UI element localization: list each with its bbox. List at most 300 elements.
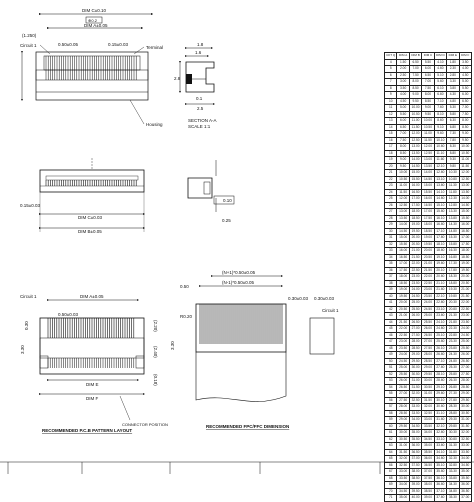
dimension-table — [384, 52, 472, 502]
front-dim-b: DIM B±0.05 — [78, 229, 102, 234]
table-cell: 24.00 — [459, 326, 471, 333]
table-cell: 23.00 — [409, 274, 421, 281]
table-cell: 2.00 — [397, 66, 409, 73]
table-cell: 40.00 — [409, 495, 421, 502]
table-cell: 17.50 — [397, 267, 409, 274]
table-cell: 17.00 — [422, 209, 434, 216]
table-cell: 13.10 — [434, 176, 446, 183]
table-cell: 35.00 — [459, 469, 471, 476]
table-cell: 27.50 — [409, 332, 421, 339]
table-cell: 10.00 — [422, 118, 434, 125]
table-cell: 15.00 — [397, 235, 409, 242]
table-cell: 26 — [385, 202, 397, 209]
table-cell: 39 — [385, 287, 397, 294]
table-cell: 19.50 — [409, 228, 421, 235]
pcb-w2: (2.20) — [153, 320, 158, 332]
table-cell: 13.00 — [422, 157, 434, 164]
table-cell: 19.50 — [459, 267, 471, 274]
table-cell: 34.00 — [397, 482, 409, 489]
table-cell: 20.00 — [459, 274, 471, 281]
table-cell: 19.00 — [422, 235, 434, 242]
table-cell: 8.10 — [434, 111, 446, 118]
table-cell: 1.50 — [397, 59, 409, 66]
table-cell: 12.50 — [397, 202, 409, 209]
table-cell: 4.00 — [397, 92, 409, 99]
table-cell: 30.50 — [409, 371, 421, 378]
table-cell: 27.50 — [397, 397, 409, 404]
table-cell: 25.50 — [397, 371, 409, 378]
table-cell: 24.50 — [409, 293, 421, 300]
section-d2: 1.6 — [195, 50, 202, 55]
table-cell: 27.00 — [422, 339, 434, 346]
table-cell: 8.00 — [409, 79, 421, 86]
table-cell: 37.00 — [422, 469, 434, 476]
table-cell: 29.80 — [447, 423, 459, 430]
table-cell: 17.50 — [422, 215, 434, 222]
table-cell: 18.50 — [397, 280, 409, 287]
table-cell: 12.10 — [434, 163, 446, 170]
table-cell: 24.10 — [434, 319, 446, 326]
table-cell: 33.00 — [459, 443, 471, 450]
table-cell: 14 — [385, 124, 397, 131]
table-cell: 5 — [385, 66, 397, 73]
table-cell: 37.00 — [409, 456, 421, 463]
table-cell: 16 — [385, 137, 397, 144]
table-cell: 31.00 — [422, 391, 434, 398]
table-cell: 34.50 — [459, 462, 471, 469]
table-cell: 4.10 — [434, 59, 446, 66]
table-cell: 33.60 — [434, 443, 446, 450]
table-cell: 25.50 — [409, 306, 421, 313]
table-cell: 28.00 — [397, 404, 409, 411]
table-cell: 20.00 — [422, 248, 434, 255]
table-cell: 15.50 — [409, 176, 421, 183]
table-cell: 7.50 — [422, 85, 434, 92]
table-cell: 6.10 — [434, 85, 446, 92]
table-cell: 40 — [385, 293, 397, 300]
table-cell: 36.10 — [434, 475, 446, 482]
table-cell: 35.00 — [422, 443, 434, 450]
table-cell: 11.00 — [409, 118, 421, 125]
table-cell: 29.00 — [422, 365, 434, 372]
table-cell: 15.80 — [447, 241, 459, 248]
housing-label: Housing — [146, 122, 163, 127]
table-cell: 29.10 — [434, 384, 446, 391]
table-header-cell: DIM F — [459, 53, 471, 60]
fpc-left1: 0.50 — [180, 284, 189, 289]
table-cell: 34.00 — [459, 456, 471, 463]
table-cell: 13.30 — [447, 209, 459, 216]
table-cell: 17.60 — [434, 235, 446, 242]
table-cell: 5.50 — [459, 85, 471, 92]
table-cell: 11.00 — [397, 183, 409, 190]
table-cell: 28.50 — [409, 345, 421, 352]
table-cell: 21.10 — [434, 280, 446, 287]
table-cell: 16.60 — [434, 222, 446, 229]
table-cell: 9.60 — [434, 131, 446, 138]
table-cell: 9.00 — [422, 105, 434, 112]
table-cell: 31 — [385, 235, 397, 242]
table-cell: 7.00 — [422, 79, 434, 86]
table-cell: 22.00 — [397, 326, 409, 333]
table-cell: 2.50 — [397, 72, 409, 79]
table-cell: 5.30 — [447, 105, 459, 112]
table-cell: 7.50 — [409, 72, 421, 79]
table-cell: 36.60 — [434, 482, 446, 489]
table-cell: 39.00 — [422, 495, 434, 502]
table-cell: 31.80 — [447, 449, 459, 456]
table-cell: 18.50 — [409, 215, 421, 222]
table-cell: 28.00 — [459, 378, 471, 385]
table-cell: 56 — [385, 397, 397, 404]
table-cell: 37.50 — [422, 475, 434, 482]
table-cell: 30.50 — [397, 436, 409, 443]
table-cell: 19.50 — [397, 293, 409, 300]
table-cell: 47 — [385, 339, 397, 346]
table-cell: 16.50 — [422, 202, 434, 209]
table-cell: 22.00 — [422, 274, 434, 281]
table-cell: 6.00 — [459, 92, 471, 99]
table-cell: 31.50 — [409, 384, 421, 391]
table-header-cell: DIM E — [447, 53, 459, 60]
table-cell: 9.50 — [409, 98, 421, 105]
table-cell: 9 — [385, 92, 397, 99]
table-cell: 19.80 — [447, 293, 459, 300]
fpc-right2: 0.30±0.03 — [314, 296, 334, 301]
table-header-cell: CKT Q — [386, 53, 396, 58]
table-cell: 5.00 — [397, 105, 409, 112]
table-cell: 9.00 — [397, 157, 409, 164]
table-cell: 3.50 — [459, 59, 471, 66]
table-cell: 34.50 — [422, 436, 434, 443]
table-cell: 25.60 — [434, 339, 446, 346]
table-cell: 32.80 — [447, 462, 459, 469]
table-cell: 19.00 — [459, 261, 471, 268]
table-cell: 25.00 — [422, 313, 434, 320]
table-cell: 53 — [385, 378, 397, 385]
table-cell: 17.00 — [459, 235, 471, 242]
section-scale: SCALE 1:1 — [188, 124, 211, 129]
table-cell: 15.30 — [447, 235, 459, 242]
section-d4: 0.1 — [196, 96, 203, 101]
table-cell: 36.50 — [459, 488, 471, 495]
table-cell: 11.30 — [447, 183, 459, 190]
table-cell: 22 — [385, 176, 397, 183]
table-cell: 32.50 — [459, 436, 471, 443]
side-d1: 0.25 — [222, 218, 231, 223]
table-cell: 28.80 — [447, 410, 459, 417]
table-cell: 16.10 — [434, 215, 446, 222]
table-cell: 32.50 — [422, 410, 434, 417]
table-cell: 14.50 — [422, 176, 434, 183]
table-cell: 27.80 — [447, 397, 459, 404]
table-cell: 24 — [385, 189, 397, 196]
table-cell: 32.60 — [434, 430, 446, 437]
table-cell: 24.00 — [397, 352, 409, 359]
table-cell: 12.00 — [409, 131, 421, 138]
table-header-cell: DIM B — [409, 53, 421, 60]
table-cell: 26.30 — [447, 378, 459, 385]
table-cell: 7.60 — [434, 105, 446, 112]
table-cell: 14.30 — [447, 222, 459, 229]
table-cell: 29.00 — [459, 391, 471, 398]
table-cell: 20 — [385, 163, 397, 170]
table-cell: 6.00 — [422, 66, 434, 73]
table-cell: 4.80 — [447, 98, 459, 105]
table-cell: 20.50 — [397, 306, 409, 313]
table-cell: 18.00 — [397, 274, 409, 281]
table-cell: 29.60 — [434, 391, 446, 398]
table-cell: 16.00 — [422, 196, 434, 203]
pcb-circuit1: Circuit 1 — [20, 294, 37, 299]
table-cell: 32.30 — [447, 456, 459, 463]
table-cell: 32.00 — [422, 404, 434, 411]
table-cell: 10 — [385, 98, 397, 105]
table-header-cell: DIM C — [423, 53, 433, 58]
table-cell: 32.50 — [409, 397, 421, 404]
table-cell: 22.00 — [409, 261, 421, 268]
table-cell: 18 — [385, 150, 397, 157]
table-cell: 28.10 — [434, 371, 446, 378]
table-cell: 12.00 — [397, 196, 409, 203]
terminal-label: Terminal — [146, 45, 164, 50]
table-cell: 12 — [385, 111, 397, 118]
table-cell: 13.00 — [409, 144, 421, 151]
table-cell: 24.30 — [447, 352, 459, 359]
table-cell: 21.00 — [397, 313, 409, 320]
table-cell: 25.50 — [422, 319, 434, 326]
section-d3: 2.8 — [174, 76, 181, 81]
table-cell: 10.10 — [434, 137, 446, 144]
table-cell: 18.10 — [434, 241, 446, 248]
table-cell: 8.30 — [447, 144, 459, 151]
table-cell: 20.80 — [447, 306, 459, 313]
table-cell: 34.80 — [447, 488, 459, 495]
table-cell: 38.00 — [422, 482, 434, 489]
table-cell: 8.50 — [409, 85, 421, 92]
table-cell: 23.30 — [447, 339, 459, 346]
pitch-label: 0.50±0.05 — [58, 42, 78, 47]
table-cell: 9.50 — [422, 111, 434, 118]
table-cell: 7.00 — [397, 131, 409, 138]
table-cell: 36.50 — [409, 449, 421, 456]
table-cell: 10.00 — [409, 105, 421, 112]
table-cell: 33.00 — [409, 404, 421, 411]
table-cell: 15.00 — [409, 170, 421, 177]
table-cell: 31.30 — [447, 443, 459, 450]
table-cell: 25.00 — [459, 339, 471, 346]
table-cell: 17.80 — [447, 267, 459, 274]
table-cell: 34.10 — [434, 449, 446, 456]
table-cell: 27.50 — [459, 371, 471, 378]
table-cell: 11.60 — [434, 157, 446, 164]
table-cell: 7.00 — [459, 105, 471, 112]
table-cell: 39.00 — [409, 482, 421, 489]
fpc-height: 3.30 — [170, 341, 175, 350]
table-cell: 21.80 — [447, 319, 459, 326]
table-cell: 66 — [385, 462, 397, 469]
table-cell: 29.00 — [409, 352, 421, 359]
table-cell: 26.00 — [459, 352, 471, 359]
table-cell: 38.00 — [409, 469, 421, 476]
table-cell: 35.60 — [434, 469, 446, 476]
table-cell: 65 — [385, 456, 397, 463]
table-cell: 32.00 — [409, 391, 421, 398]
table-cell: 10.50 — [409, 111, 421, 118]
table-cell: 29.50 — [422, 371, 434, 378]
table-cell: 21.50 — [422, 267, 434, 274]
table-cell: 6.50 — [459, 98, 471, 105]
table-cell: 18.30 — [447, 274, 459, 281]
table-cell: 60 — [385, 423, 397, 430]
table-cell: 19.00 — [409, 222, 421, 229]
table-cell: 15.00 — [459, 209, 471, 216]
table-cell: 32.00 — [459, 430, 471, 437]
table-cell: 29.50 — [397, 423, 409, 430]
table-cell: 4.50 — [459, 72, 471, 79]
table-cell: 35 — [385, 261, 397, 268]
table-cell: 6.30 — [447, 118, 459, 125]
table-cell: 9.10 — [434, 124, 446, 131]
table-cell: 48 — [385, 345, 397, 352]
table-cell: 11.80 — [447, 189, 459, 196]
table-cell: 5.50 — [397, 111, 409, 118]
table-cell: 44 — [385, 319, 397, 326]
table-cell: 20.00 — [397, 300, 409, 307]
table-cell: 17.00 — [397, 261, 409, 268]
table-cell: 11.50 — [409, 124, 421, 131]
table-cell: 23.50 — [459, 319, 471, 326]
table-cell: 26.80 — [447, 384, 459, 391]
table-cell: 68 — [385, 475, 397, 482]
table-cell: 21.00 — [459, 287, 471, 294]
table-cell: 31.60 — [434, 417, 446, 424]
front-pitch: 0.15±0.03 — [20, 203, 40, 208]
table-cell: 15.50 — [422, 189, 434, 196]
table-cell: 10.50 — [397, 176, 409, 183]
table-cell: 38.50 — [409, 475, 421, 482]
table-cell: 25.30 — [447, 365, 459, 372]
table-cell: 24.60 — [434, 326, 446, 333]
table-cell: 16.00 — [409, 183, 421, 190]
table-cell: 27.00 — [397, 391, 409, 398]
table-cell: 2.80 — [447, 72, 459, 79]
table-cell: 12.50 — [459, 176, 471, 183]
table-cell: 15.10 — [434, 202, 446, 209]
table-cell: 16.50 — [459, 228, 471, 235]
table-cell: 4.00 — [459, 66, 471, 73]
table-cell: 35.10 — [434, 462, 446, 469]
table-cell: 14.60 — [434, 196, 446, 203]
table-cell: 33.80 — [447, 475, 459, 482]
table-cell: 30.00 — [422, 378, 434, 385]
table-cell: 70 — [385, 488, 397, 495]
table-cell: 45 — [385, 326, 397, 333]
table-cell: 21.50 — [409, 254, 421, 261]
table-cell: 19.00 — [397, 287, 409, 294]
table-cell: 4.30 — [447, 92, 459, 99]
table-cell: 20.30 — [447, 300, 459, 307]
table-cell: 35.00 — [409, 430, 421, 437]
fpc-top: (N+1)*0.50±0.05 — [222, 270, 256, 275]
table-cell: 30.10 — [434, 397, 446, 404]
table-cell: 11.50 — [397, 189, 409, 196]
table-cell: 28.30 — [447, 404, 459, 411]
table-cell: 34.30 — [447, 482, 459, 489]
table-cell: 38.50 — [422, 488, 434, 495]
table-cell: 67 — [385, 469, 397, 476]
table-cell: 15.50 — [459, 215, 471, 222]
table-cell: 27.00 — [459, 365, 471, 372]
table-cell: 14.50 — [397, 228, 409, 235]
table-cell: 18.00 — [459, 248, 471, 255]
fpc-left2: R0.20 — [180, 314, 193, 319]
table-cell: 28.50 — [422, 358, 434, 365]
table-cell: 18.60 — [434, 248, 446, 255]
table-cell: 26.00 — [397, 378, 409, 385]
table-cell: 13.50 — [422, 163, 434, 170]
table-cell: 25.00 — [409, 300, 421, 307]
table-cell: 17 — [385, 144, 397, 151]
top-view — [20, 8, 163, 127]
table-cell: 23.50 — [422, 293, 434, 300]
table-cell: 71 — [385, 495, 397, 502]
table-cell: 30.30 — [447, 430, 459, 437]
side-detail — [188, 160, 234, 223]
table-cell: 38 — [385, 280, 397, 287]
table-cell: 29.30 — [447, 417, 459, 424]
table-cell: 6 — [385, 72, 397, 79]
table-cell: 7.50 — [397, 137, 409, 144]
table-cell: 30 — [385, 228, 397, 235]
table-cell: 20.50 — [422, 254, 434, 261]
table-cell: 1.80 — [447, 59, 459, 66]
table-cell: 57 — [385, 404, 397, 411]
table-cell: 26.00 — [422, 326, 434, 333]
table-cell: 24.00 — [409, 287, 421, 294]
table-cell: 35.00 — [397, 495, 409, 502]
table-cell: 9.00 — [459, 131, 471, 138]
table-cell: 19.10 — [434, 254, 446, 261]
table-cell: 9.50 — [397, 163, 409, 170]
table-cell: 16.00 — [459, 222, 471, 229]
table-cell: 42 — [385, 306, 397, 313]
table-cell: 36.00 — [422, 456, 434, 463]
offset-label: (1.250) — [22, 33, 37, 38]
table-cell: 23.50 — [397, 345, 409, 352]
table-cell: 36 — [385, 267, 397, 274]
pcb-w4: (2.40) — [153, 346, 158, 358]
table-cell: 29.00 — [397, 417, 409, 424]
table-cell: 18.50 — [459, 254, 471, 261]
table-cell: 18.50 — [422, 228, 434, 235]
table-cell: 23.80 — [447, 345, 459, 352]
pcb-pitch: 0.50±0.03 — [58, 312, 78, 317]
table-cell: 19.30 — [447, 287, 459, 294]
pcb-title: RECOMMENDED P.C.B PATTERN LAYOUT — [42, 428, 133, 433]
table-cell: 35.30 — [447, 495, 459, 502]
table-cell: 34.50 — [397, 488, 409, 495]
table-cell: 23.00 — [459, 313, 471, 320]
table-cell: 27 — [385, 209, 397, 216]
table-cell: 5.80 — [447, 111, 459, 118]
table-cell: 8.60 — [434, 118, 446, 125]
table-cell: 62 — [385, 436, 397, 443]
table-cell: 15.50 — [397, 241, 409, 248]
table-cell: 10.00 — [459, 144, 471, 151]
table-cell: 33.00 — [397, 469, 409, 476]
table-cell: 18.00 — [422, 222, 434, 229]
